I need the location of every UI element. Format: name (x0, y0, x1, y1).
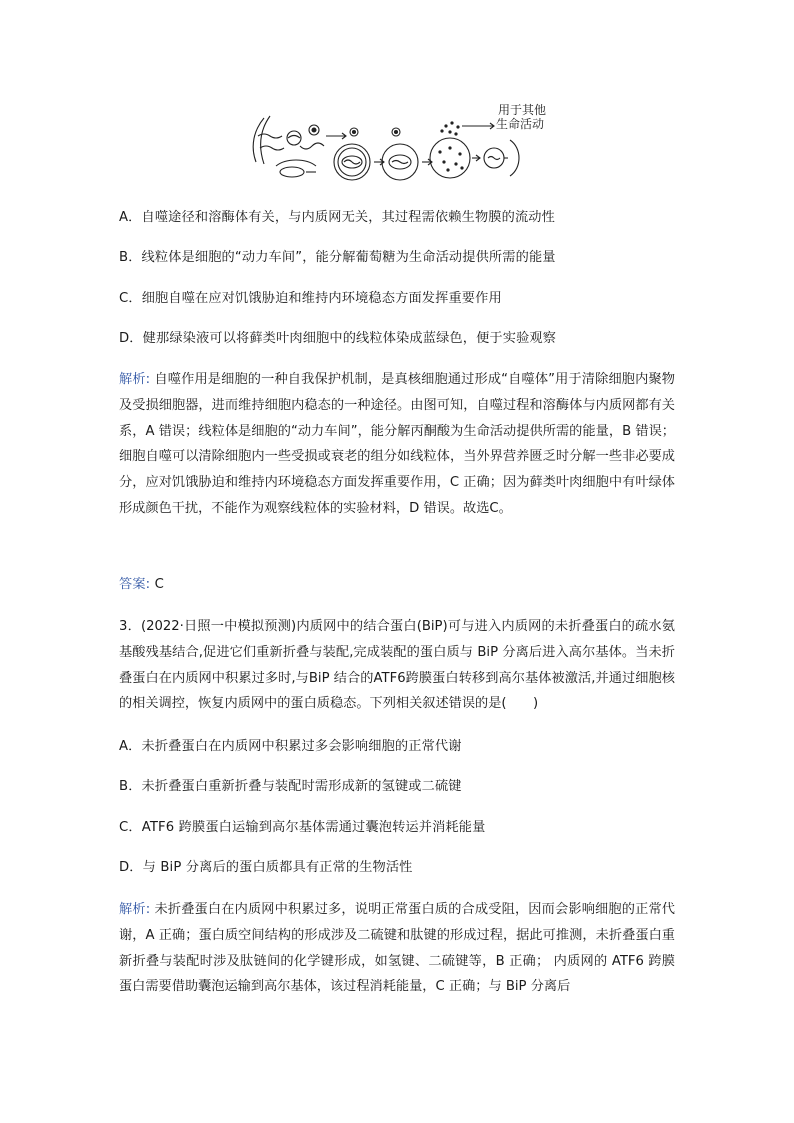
q2-option-b: B．线粒体是细胞的“动力车间”，能分解葡萄糖为生命活动提供所需的能量 (119, 250, 556, 265)
figure-label-line1: 用于其他 (498, 103, 547, 117)
analysis-label: 解析: (119, 372, 151, 387)
autophagy-diagram (236, 96, 566, 192)
phagophore (276, 160, 316, 166)
q2-option-a: A．自噬途径和溶酶体有关，与内质网无关，其过程需依赖生物膜的流动性 (119, 210, 555, 225)
er-membrane-2 (261, 116, 270, 164)
answer-label: 答案: (119, 577, 151, 592)
answer-value: C (150, 577, 164, 592)
analysis-text: 未折叠蛋白在内质网中积累过多，说明正常蛋白质的合成受阻，因而会影响细胞的正常代谢，A 正确；蛋白质空间结构的形成涉及二硫键和肽键的形成过程，据此可推测，未折叠蛋白重新折叠与装配时涉及肽链间的化学键形成，如氢键、二硫键等，B 正确； 内质网的 ATF6 跨膜蛋白需要借助囊泡运输到高尔基体，该过程消耗能量，C 正确；与 BiP 分离后 (119, 902, 675, 995)
er-membrane-1 (253, 118, 264, 162)
analysis-label: 解析: (119, 902, 151, 917)
q3-option-a: A．未折叠蛋白在内质网中积累过多会影响细胞的正常代谢 (119, 739, 462, 754)
q2-option-c: C．细胞自噬在应对饥饿胁迫和维持内环境稳态方面发挥重要作用 (119, 291, 502, 306)
q3-stem: 3．(2022·日照一中模拟预测)内质网中的结合蛋白(BiP)可与进入内质网的未折叠蛋白的疏水氨基酸残基结合,促进它们重新折叠与装配,完成装配的蛋白质与 BiP 分离后进入高尔基体。当未折叠蛋白在内质网中积累过多时,与BiP 结合的ATF6跨膜蛋白转移到高尔基体被激活,并通过细胞核的相关调控，恢复内质网中的蛋白质稳态。下列相关叙述错误的是( ) (119, 619, 675, 712)
degradation-products (438, 121, 463, 171)
lysosome (430, 138, 470, 178)
organelle-icon (287, 131, 301, 145)
q3-option-d: D．与 BiP 分离后的蛋白质都具有正常的生物活性 (119, 860, 413, 875)
q2-option-d: D．健那绿染液可以将藓类叶肉细胞中的线粒体染成蓝绿色，便于实验观察 (119, 331, 557, 346)
figure-label-line2: 生命活动 (496, 117, 545, 131)
cell-membrane (510, 140, 519, 176)
q3-option-c: C．ATF6 跨膜蛋白运输到高尔基体需通过囊泡转运并消耗能量 (119, 820, 486, 835)
analysis-text: 自噬作用是细胞的一种自我保护机制，是真核细胞通过形成“自噬体”用于清除细胞内聚物及受损细胞器，进而维持细胞内稳态的一种途径。由图可知，自噬过程和溶酶体与内质网都有关系，A 错误；线粒体是细胞的“动力车间”，能分解丙酮酸为生命活动提供所需的能量，B 错误；细胞自噬可以清除细胞内一些受损或衰老的组分如线粒体，当外界营养匮乏时分解一些非必要成分，应对饥饿胁迫和维持内环境稳态方面发挥重要作用，C 正确；因为藓类叶肉细胞中有叶绿体形成颜色干扰，不能作为观察线粒体的实验材料，D 错误。故选C。 (119, 372, 675, 516)
q2-answer (119, 575, 679, 595)
q3-option-b: B．未折叠蛋白重新折叠与装配时需形成新的氢键或二硫键 (119, 779, 462, 794)
q3-analysis (119, 897, 675, 1000)
q2-analysis (119, 367, 675, 522)
